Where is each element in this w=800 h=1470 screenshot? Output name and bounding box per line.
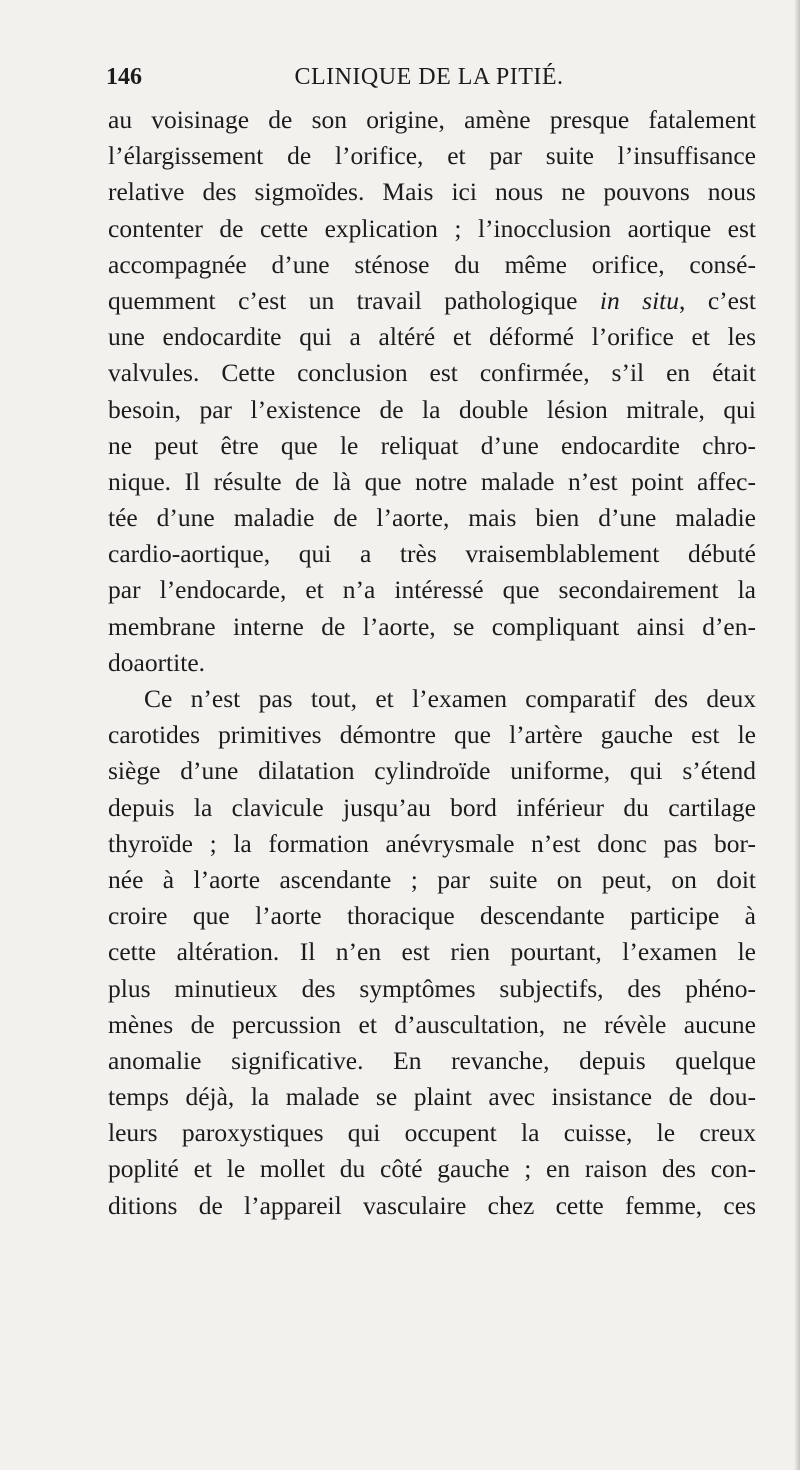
text-line: par l’endocarde, et n’a intéressé que secondairement la bbox=[108, 575, 756, 605]
text-line: tée d’une maladie de l’aorte, mais bien d’une maladie bbox=[108, 503, 756, 533]
text-line: depuis la clavicule jusqu’au bord inférieur du cartilage bbox=[108, 792, 756, 822]
text-line: une endocardite qui a altéré et déformé l’orifice et les bbox=[108, 322, 756, 352]
text-line: anomalie significative. En revanche, depuis quelque bbox=[108, 1045, 756, 1075]
text-line: carotides primitives démontre que l’artère gauche est le bbox=[108, 720, 756, 750]
text-line: au voisinage de son origine, amène presque fatalement bbox=[108, 105, 756, 134]
text-line: ditions de l’appareil vasculaire chez cette femme, ces bbox=[108, 1190, 756, 1220]
text-line: siège d’une dilatation cylindroïde uniforme, qui s’étend bbox=[108, 756, 756, 786]
text-line: accompagnée d’une sténose du même orifice, consé- bbox=[108, 249, 756, 279]
text-line: mènes de percussion et d’auscultation, ne révèle aucune bbox=[108, 1009, 756, 1039]
text-line: nique. Il résulte de là que notre malade n’est point affec- bbox=[108, 466, 756, 496]
text-line-in-situ bbox=[108, 283, 756, 319]
body-text bbox=[108, 102, 756, 1224]
page-edge-shadow bbox=[794, 0, 800, 1470]
text-line: née à l’aorte ascendante ; par suite on peut, on doit bbox=[108, 864, 756, 894]
text-line: thyroïde ; la formation anévrysmale n’est donc pas bor- bbox=[108, 828, 756, 858]
text-line: leurs paroxystiques qui occupent la cuisse, le creux bbox=[108, 1118, 756, 1148]
running-head bbox=[106, 60, 752, 94]
text-line: valvules. Cette conclusion est confirmée, s’il en était bbox=[108, 358, 756, 388]
italic-in-situ: in situ bbox=[599, 285, 679, 315]
text-line: ne peut être que le reliquat d’une endocardite chro- bbox=[108, 430, 756, 460]
text-line: relative des sigmoïdes. Mais ici nous ne pouvons nous bbox=[108, 177, 756, 207]
text-line: croire que l’aorte thoracique descendante participe à bbox=[108, 901, 756, 931]
paragraph-start-line: Ce n’est pas tout, et l’examen comparatif des deux bbox=[144, 684, 756, 713]
running-title: CLINIQUE DE LA PITIÉ. bbox=[294, 64, 564, 90]
text-segment: quemment c’est un travail pathologique bbox=[108, 285, 600, 315]
text-line: besoin, par l’existence de la double lésion mitrale, qui bbox=[108, 394, 756, 424]
text-line: contenter de cette explication ; l’inocclusion aortique est bbox=[108, 213, 756, 243]
text-line: cette altération. Il n’en est rien pourtant, l’examen le bbox=[108, 937, 756, 967]
text-segment: , c’est bbox=[679, 285, 756, 315]
text-line: l’élargissement de l’orifice, et par suite l’insuffisance bbox=[108, 141, 756, 171]
text-line: plus minutieux des symptômes subjectifs, des phéno- bbox=[108, 973, 756, 1003]
text-line: doaortite. bbox=[108, 647, 206, 677]
text-line: poplité et le mollet du côté gauche ; en raison des con- bbox=[108, 1154, 756, 1184]
text-line: cardio-aortique, qui a très vraisemblablement débuté bbox=[108, 539, 756, 569]
page-number: 146 bbox=[106, 64, 142, 90]
text-line: temps déjà, la malade se plaint avec insistance de dou- bbox=[108, 1082, 756, 1112]
text-line: membrane interne de l’aorte, se compliquant ainsi d’en- bbox=[108, 611, 756, 641]
